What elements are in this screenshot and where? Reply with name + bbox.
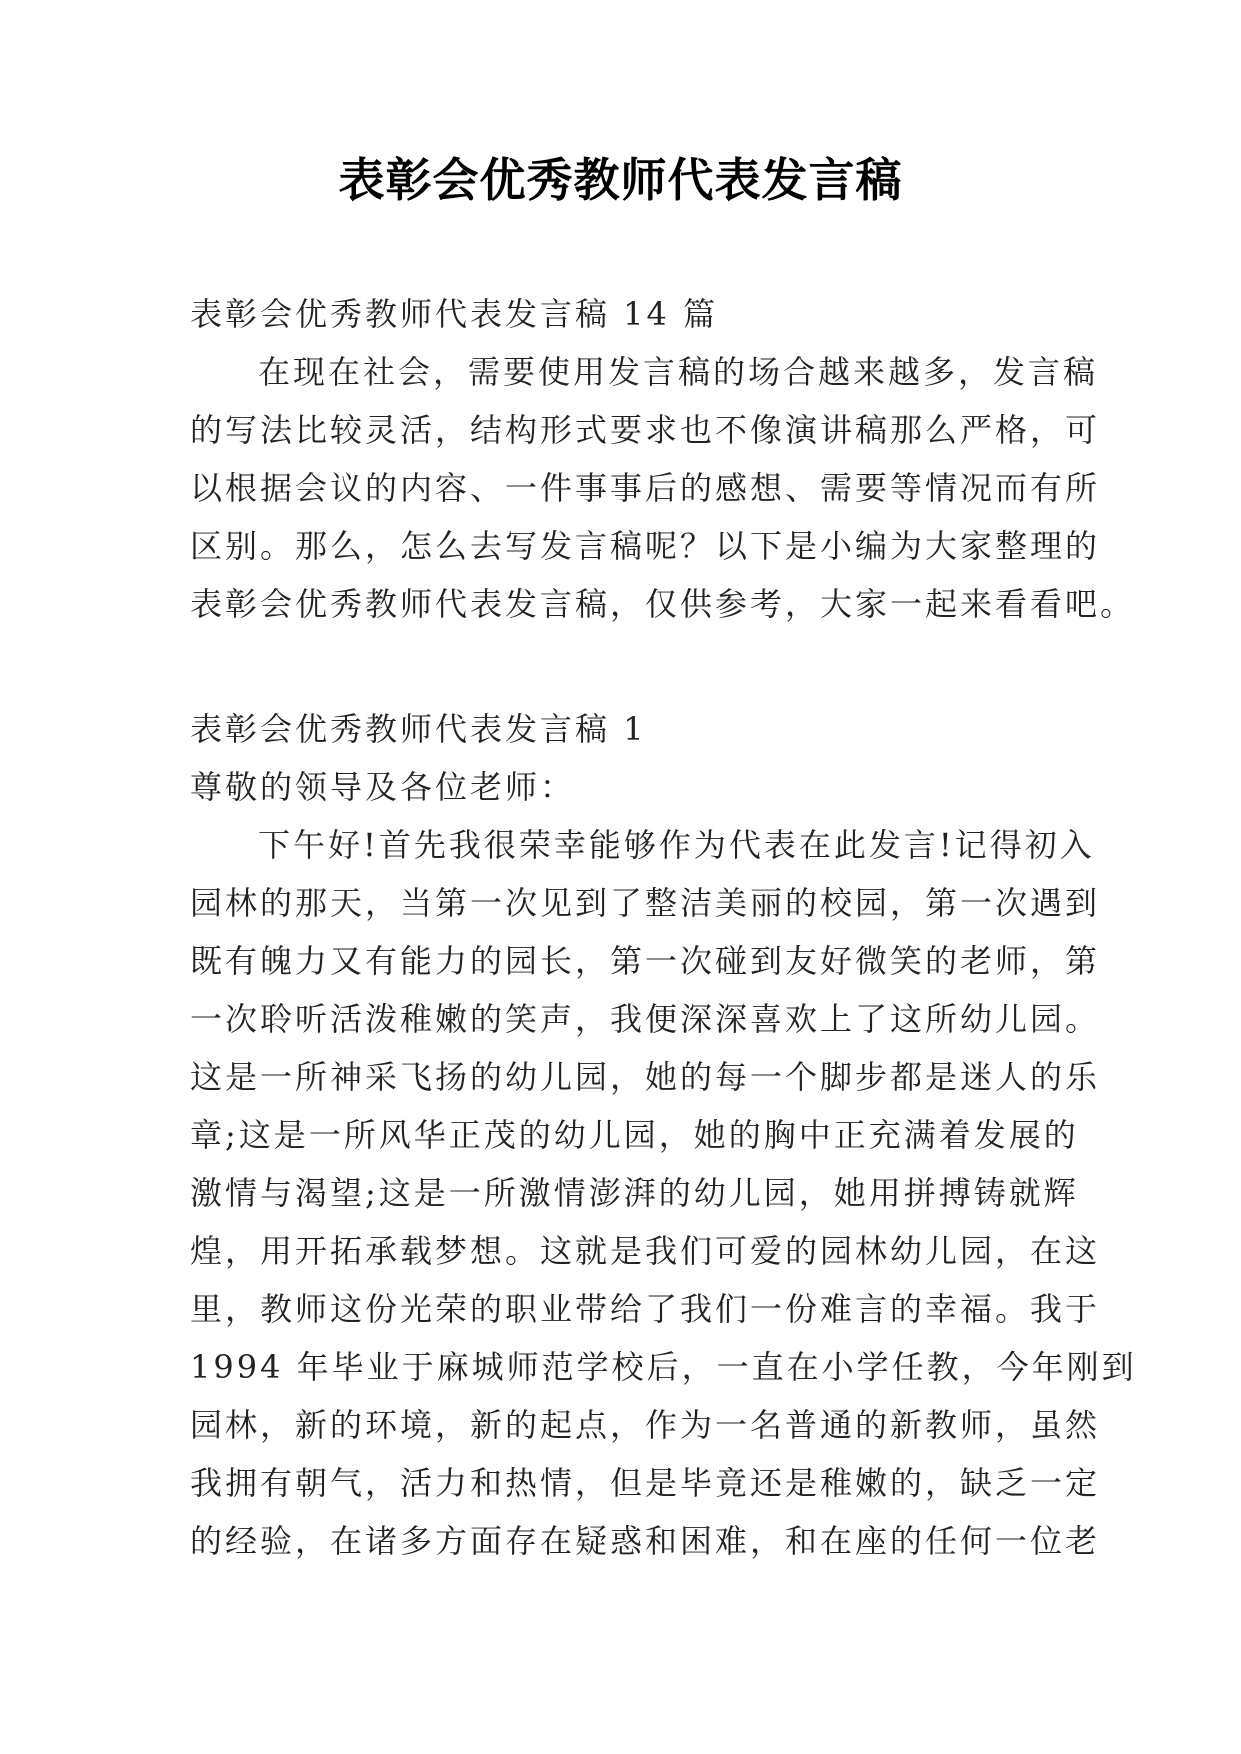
- paragraph-line: 里，教师这份光荣的职业带给了我们一份难言的幸福。我于: [190, 1290, 1101, 1328]
- document-title: 表彰会优秀教师代表发言稿: [338, 153, 903, 207]
- paragraph-line: 以根据会议的内容、一件事事后的感想、需要等情况而有所: [190, 469, 1101, 507]
- paragraph-line: 在现在社会，需要使用发言稿的场合越来越多，发言稿: [258, 353, 1099, 391]
- paragraph-line: 我拥有朝气，活力和热情，但是毕竟还是稚嫩的，缺乏一定: [190, 1464, 1101, 1502]
- speech-paragraph: [190, 816, 1137, 1570]
- speech-salutation: 尊敬的领导及各位老师：: [190, 768, 576, 806]
- paragraph-line: 激情与渴望;这是一所激情澎湃的幼儿园，她用拼搏铸就辉: [190, 1174, 1079, 1212]
- paragraph-line: 这是一所神采飞扬的幼儿园，她的每一个脚步都是迷人的乐: [190, 1058, 1101, 1096]
- intro-section: [190, 285, 1136, 633]
- paragraph-line: 园林的那天，当第一次见到了整洁美丽的校园，第一次遇到: [190, 884, 1101, 922]
- intro-paragraph: [190, 343, 1136, 633]
- intro-heading: 表彰会优秀教师代表发言稿 14 篇: [190, 295, 719, 333]
- paragraph-line: 的写法比较灵活，结构形式要求也不像演讲稿那么严格，可: [190, 411, 1101, 449]
- speech-section: [190, 700, 1137, 1570]
- paragraph-line: 的经验，在诸多方面存在疑惑和困难，和在座的任何一位老: [190, 1522, 1101, 1560]
- paragraph-line: 煌，用开拓承载梦想。这就是我们可爱的园林幼儿园，在这: [190, 1232, 1101, 1270]
- speech-heading: 表彰会优秀教师代表发言稿 1: [190, 710, 647, 748]
- paragraph-line: 园林，新的环境，新的起点，作为一名普通的新教师，虽然: [190, 1406, 1101, 1444]
- paragraph-line: 1994 年毕业于麻城师范学校后，一直在小学任教，今年刚到: [190, 1348, 1137, 1386]
- paragraph-line: 表彰会优秀教师代表发言稿，仅供参考，大家一起来看看吧。: [190, 585, 1136, 623]
- paragraph-line: 一次聆听活泼稚嫩的笑声，我便深深喜欢上了这所幼儿园。: [190, 1000, 1101, 1038]
- paragraph-line: 区别。那么，怎么去写发言稿呢？以下是小编为大家整理的: [190, 527, 1101, 565]
- paragraph-line: 下午好!首先我很荣幸能够作为代表在此发言!记得初入: [258, 826, 1095, 864]
- paragraph-line: 章;这是一所风华正茂的幼儿园，她的胸中正充满着发展的: [190, 1116, 1079, 1154]
- paragraph-line: 既有魄力又有能力的园长，第一次碰到友好微笑的老师，第: [190, 942, 1101, 980]
